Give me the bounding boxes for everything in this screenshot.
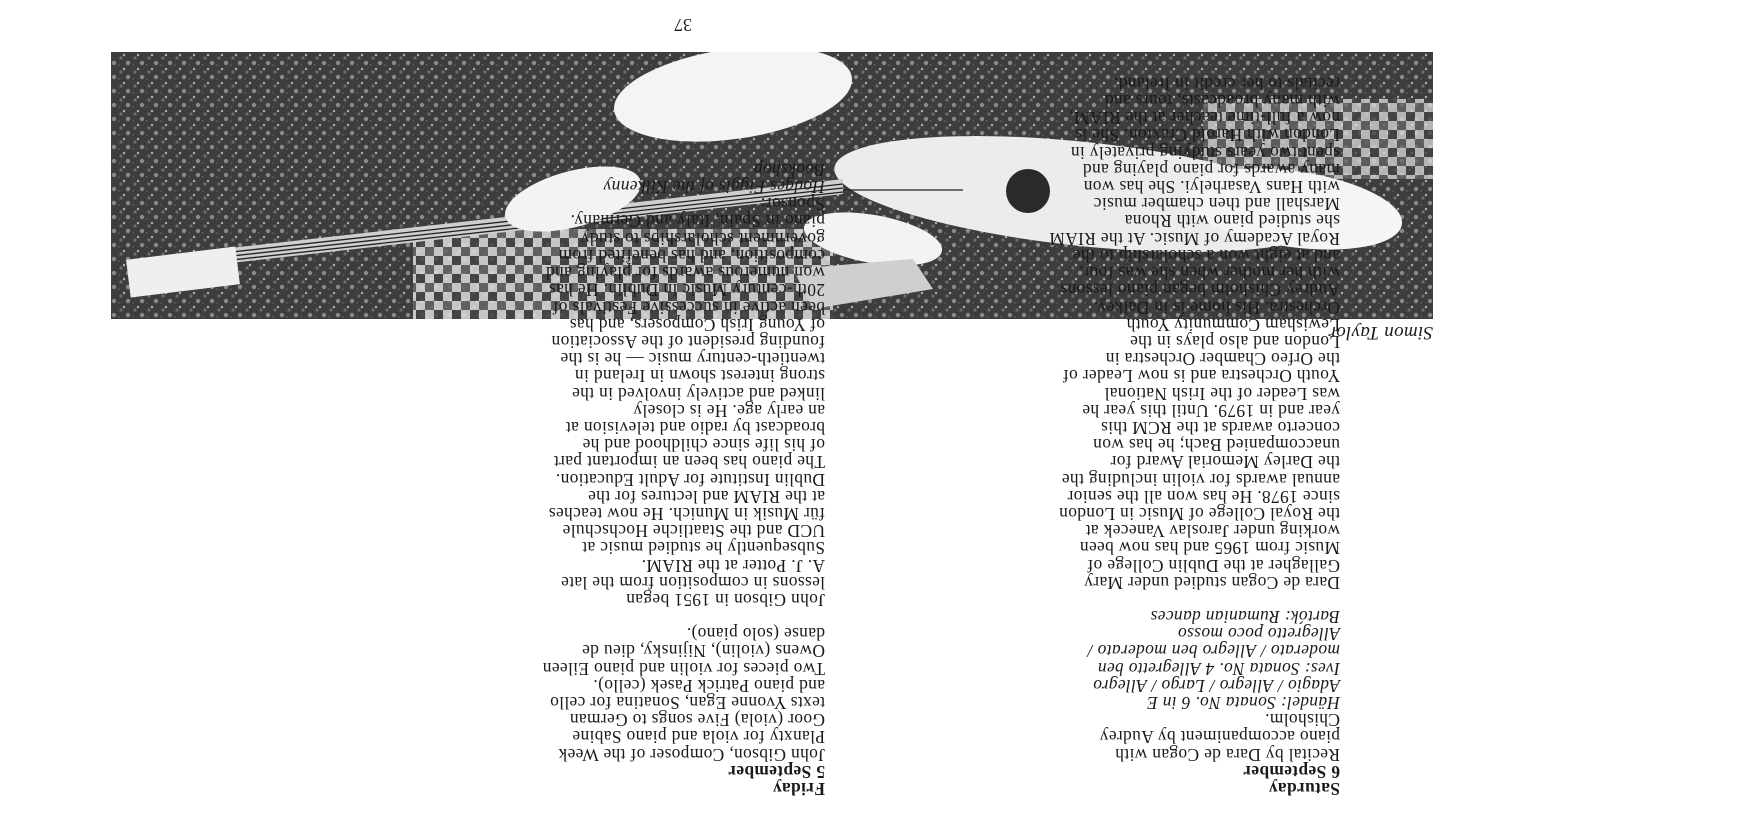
bio-line: Marshall and then chamber music: [1093, 194, 1340, 215]
bio-line: with Hans Vasarhelyi. She has won: [1083, 177, 1340, 198]
bio-line: government scholarships to study: [580, 228, 825, 249]
recital-intro-line: Chisholm.: [1264, 710, 1340, 731]
sponsor-label: Sponsor:: [760, 194, 825, 215]
bio-line: unaccompanied Bach; he has won: [1092, 435, 1340, 456]
bio-line: she studied piano with Rhona: [1124, 211, 1340, 232]
recital-intro-line: piano accompaniment by Audrey: [1099, 727, 1340, 748]
program-line: Ives: Sonata No. 4 Allegretto ben: [1097, 658, 1340, 679]
program-line: danse (solo piano).: [686, 624, 825, 645]
bio-line: won numerous awards for playing and: [545, 263, 825, 284]
page-number: 37: [674, 15, 692, 35]
recital-intro-line: Recital by Dara de Cogan with: [1114, 744, 1340, 765]
bio-line: Royal Academy of Music. At the RIAM: [1049, 228, 1340, 249]
bio-line: broadcast by radio and television at: [565, 417, 825, 438]
bio-line: many awards for piano playing and: [1082, 159, 1340, 180]
bio-line: recitals to her credit in Ireland.: [1113, 73, 1340, 94]
program-line: Two pieces for violin and piano Eileen: [542, 658, 825, 679]
bio-line: John Gibson in 1951 began: [625, 589, 825, 610]
bio-line: at the RIAM and lectures for the: [587, 486, 825, 507]
saturday-column: [845, 75, 1340, 797]
bio-line: piano in Spain, Italy and Germany.: [570, 211, 825, 232]
bio-line: spent two years studying privately in: [1070, 142, 1340, 163]
bio-line: The piano has been an important part: [553, 452, 825, 473]
bio-line: of his life since childhood and he: [582, 435, 825, 456]
bio-line: the Orfeo Chamber Orchestra in: [1105, 349, 1340, 370]
bio-line: lessons in composition from the late: [560, 572, 825, 593]
bio-line: Music from 1965 and has now been: [1079, 538, 1340, 559]
sponsor-line: Bookshop: [753, 159, 825, 180]
program-line: John Gibson, Composer of the Week: [558, 744, 825, 765]
bio-line: für Musik in Munich. He now teaches: [548, 503, 825, 524]
bio-line: UCD and the Staatliche Hochschule: [562, 521, 825, 542]
date-heading: 5 September: [727, 761, 825, 782]
program-line: and piano Patrick Pasek (cello).: [593, 675, 825, 696]
bio-line: London and also plays in the: [1129, 331, 1340, 352]
bio-line: the Royal College of Music in London: [1058, 503, 1340, 524]
program-line: Allegretto poco mosso: [1177, 624, 1340, 645]
bio-line: Gallagher at the Dublin College of: [1087, 555, 1340, 576]
bio-line: linked and actively involved in the: [571, 383, 825, 404]
bio-line: now a full-time teacher at the RIAM,: [1069, 108, 1340, 129]
day-heading: Saturday: [1268, 779, 1340, 799]
bio-line: was Leader of the Irish National: [1104, 383, 1340, 404]
program-line: texts Yvonne Egan, Sonatina for cello: [549, 692, 825, 713]
bio-line: of Young Irish Composers, and has: [569, 314, 825, 335]
bio-line: composition, and has benefited from: [558, 245, 825, 266]
program-line: Händel: Sonata No. 6 in E: [1146, 692, 1340, 713]
bio-line: twentieth-century music — he is the: [560, 349, 825, 370]
bio-line: working under Jaroslav Vanecek at: [1085, 521, 1340, 542]
bio-line: Lewisham Community Youth: [1126, 314, 1340, 335]
day-heading: Friday: [772, 779, 825, 799]
bio-line: Orchestra. His home is in Dalkey.: [1093, 297, 1340, 318]
date-heading: 6 September: [1242, 761, 1340, 782]
bio-line: with her mother when she was four,: [1079, 263, 1340, 284]
program-line: Adagio / Allegro / Largo / Allegro: [1092, 675, 1340, 696]
bio-line: year and in 1979. Until this year he: [1082, 400, 1340, 421]
bio-line: annual awards for violin including the: [1061, 469, 1340, 490]
bio-line: founding president of the Association: [551, 331, 825, 352]
bio-line: Dublin Institute for Adult Education.: [555, 469, 825, 490]
program-line: Planxty for viola and piano Sabine: [572, 727, 825, 748]
photo-caption: Simon Taylor: [1328, 322, 1433, 343]
bio-line: 20th-century Music in Dublin. He has: [548, 280, 825, 301]
sponsor-line: Hodges Figgis of the Kilkenny: [603, 177, 825, 198]
bio-line: Audrey Chisholm began piano lessons: [1060, 280, 1340, 301]
bio-line: with many broadcasts, tours and: [1104, 91, 1340, 112]
bio-line: Subsequently he studied music at: [581, 538, 825, 559]
bio-line: been active in successive Festivals of: [552, 297, 825, 318]
bio-line: and at eight won a scholarship to the: [1072, 245, 1340, 266]
program-line: Owens (violin), Nijinsky, dieu de: [581, 641, 825, 662]
bio-line: A. J. Potter at the RIAM.: [641, 555, 825, 576]
bio-line: the Darley Memorial Award for: [1110, 452, 1340, 473]
bio-line: an early age. He is closely: [633, 400, 825, 421]
bio-line: Dara de Cogan studied under Mary: [1083, 572, 1340, 593]
program-line: Goor (viola) Five songs to German: [569, 710, 825, 731]
program-line: Bartók: Rumanian dances: [1150, 606, 1340, 627]
bio-line: Youth Orchestra and is now Leader of: [1062, 366, 1340, 387]
friday-column: [191, 161, 825, 797]
bio-line: concerto awards at the RCM this: [1100, 417, 1340, 438]
bio-line: since 1978. He has won all the senior: [1067, 486, 1340, 507]
program-line: moderato / Allegro ben moderato /: [1087, 641, 1340, 662]
bio-line: strong interest shown in Ireland in: [574, 366, 825, 387]
bio-line: London with Harold Craxton. She is: [1074, 125, 1340, 146]
